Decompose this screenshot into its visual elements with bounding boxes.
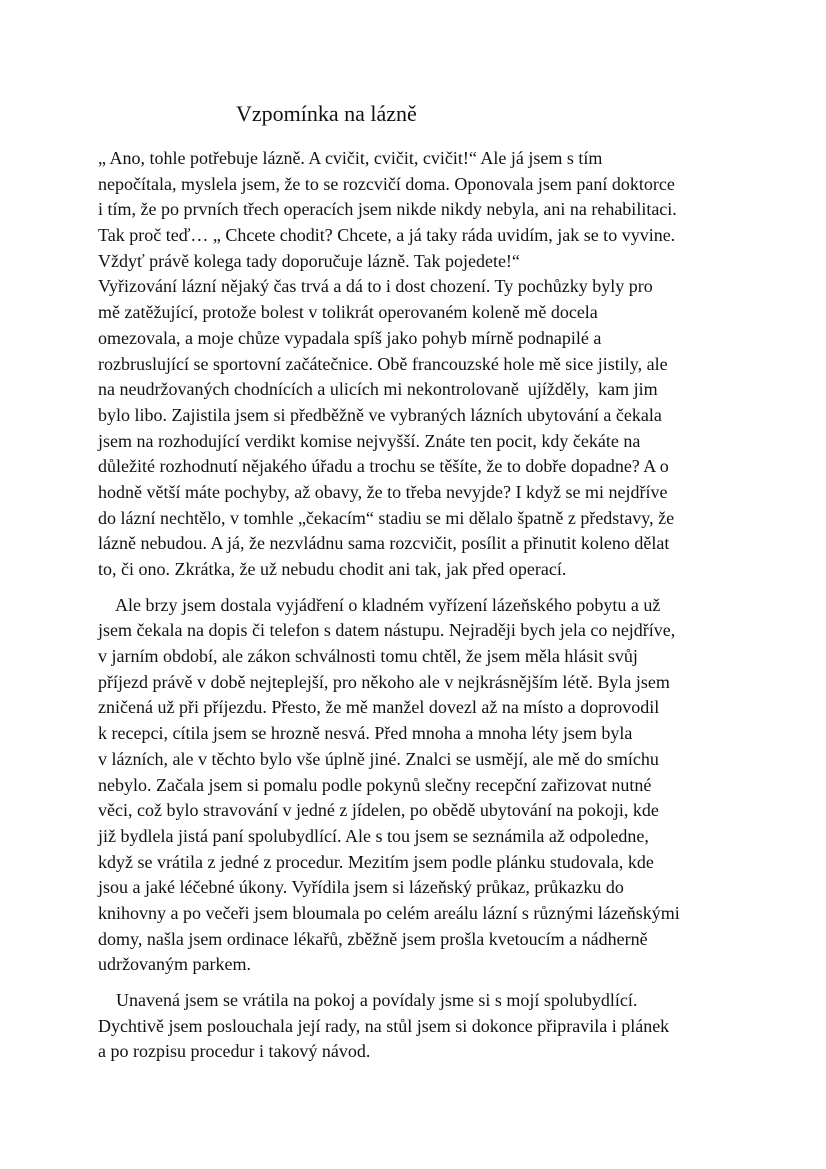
document-body [98,146,738,1065]
text-line: nepočítala, myslela jsem, že to se rozcvičí doma. Oponovala jsem paní doktorce [98,173,675,194]
text-line: věci, což bylo stravování v jedné z jídelen, po obědě ubytování na pokoji, kde [98,800,659,821]
text-line: mě zatěžující, protože bolest v tolikrát operovaném koleně mě docela [98,302,598,323]
text-line: knihovny a po večeři jsem bloumala po celém areálu lázní s různými lázeňskými [98,902,680,923]
text-line: a po rozpisu procedur i takový návod. [98,1041,371,1062]
text-line: lázně nebudou. A já, že nezvládnu sama rozcvičit, posílit a přinutit koleno dělat [98,533,670,554]
document-title: Vzpomínka na lázně [236,101,417,126]
text-line: Dychtivě jsem poslouchala její rady, na stůl jsem si dokonce připravila i plánek [98,1015,670,1036]
paragraph-gap [98,978,738,988]
text-line: do lázní nechtělo, v tomhle „čekacím“ stadiu se mi dělalo špatně z představy, že [98,507,675,528]
text-line: v lázních, ale v těchto bylo vše úplně jiné. Znalci se usmějí, ale mě do smíchu [98,748,659,769]
text-line: domy, našla jsem ordinace lékařů, zběžně jsem prošla kvetoucím a nádherně [98,928,648,949]
text-line: bylo libo. Zajistila jsem si předběžně ve vybraných lázních ubytování a čekala [98,404,662,425]
text-line: rozbruslující se sportovní začátečnice. Obě francouzské hole mě sice jistily, ale [98,353,668,374]
text-line: hodně větší máte pochyby, až obavy, že to třeba nevyjde? I když se mi nejdříve [98,481,668,502]
text-line: Tak proč teď… „ Chcete chodit? Chcete, a já taky ráda uvidím, jak se to vyvine. [98,225,676,246]
text-line: jsou a jaké léčebné úkony. Vyřídila jsem si lázeňský průkaz, průkazku do [98,877,624,898]
text-line: již bydlela jistá paní spolubydlící. Ale s tou jsem se seznámila až odpoledne, [98,825,649,846]
text-line: zničená už při příjezdu. Přesto, že mě manžel dovezl až na místo a doprovodil [98,697,660,718]
text-line: udržovaným parkem. [98,954,251,975]
text-line: jsem čekala na dopis či telefon s datem nástupu. Nejraději bych jela co nejdříve, [98,620,676,641]
text-line: nebylo. Začala jsem si pomalu podle pokynů slečny recepční zařizovat nutné [98,774,652,795]
text-line: to, či ono. Zkrátka, že už nebudu chodit ani tak, jak před operací. [98,559,567,579]
text-line: když se vrátila z jedné z procedur. Mezitím jsem podle plánku studovala, kde [98,851,654,872]
paragraph [98,988,738,1065]
text-line: Vždyť právě kolega tady doporučuje lázně. Tak pojedete!“ [98,250,520,271]
text-line: důležité rozhodnutí nějakého úřadu a trochu se těšíte, že to dobře dopadne? A o [98,456,669,477]
paragraph [98,593,738,978]
text-line: k recepci, cítila jsem se hrozně nesvá. Před mnoha a mnoha léty jsem byla [98,723,633,744]
paragraph-gap [98,583,738,593]
text-line: Unavená jsem se vrátila na pokoj a povídaly jsme si s mojí spolubydlící. [98,990,638,1010]
text-line: Vyřizování lázní nějaký čas trvá a dá to i dost chození. Ty pochůzky byly pro [98,276,653,297]
text-line: v jarním období, ale zákon schválnosti tomu chtěl, že jsem měla hlásit svůj [98,646,638,667]
text-line: „ Ano, tohle potřebuje lázně. A cvičit, cvičit, cvičit!“ Ale já jsem s tím [98,148,603,168]
text-line: omezovala, a moje chůze vypadala spíš jako pohyb mírně podnapilé a [98,327,602,348]
text-line: na neudržovaných chodnících a ulicích mi nekontrolovaně ujížděly, kam jim [98,379,658,400]
text-line: příjezd právě v době nejteplejší, pro někoho ale v nejkrásnějším létě. Byla jsem [98,671,670,692]
text-line: jsem na rozhodující verdikt komise nejvyšší. Znáte ten pocit, kdy čekáte na [98,430,641,451]
paragraph [98,146,738,583]
text-line: i tím, že po prvních třech operacích jsem nikde nikdy nebyla, ani na rehabilitaci. [98,199,677,220]
text-line: Ale brzy jsem dostala vyjádření o kladném vyřízení lázeňského pobytu a už [98,594,661,615]
